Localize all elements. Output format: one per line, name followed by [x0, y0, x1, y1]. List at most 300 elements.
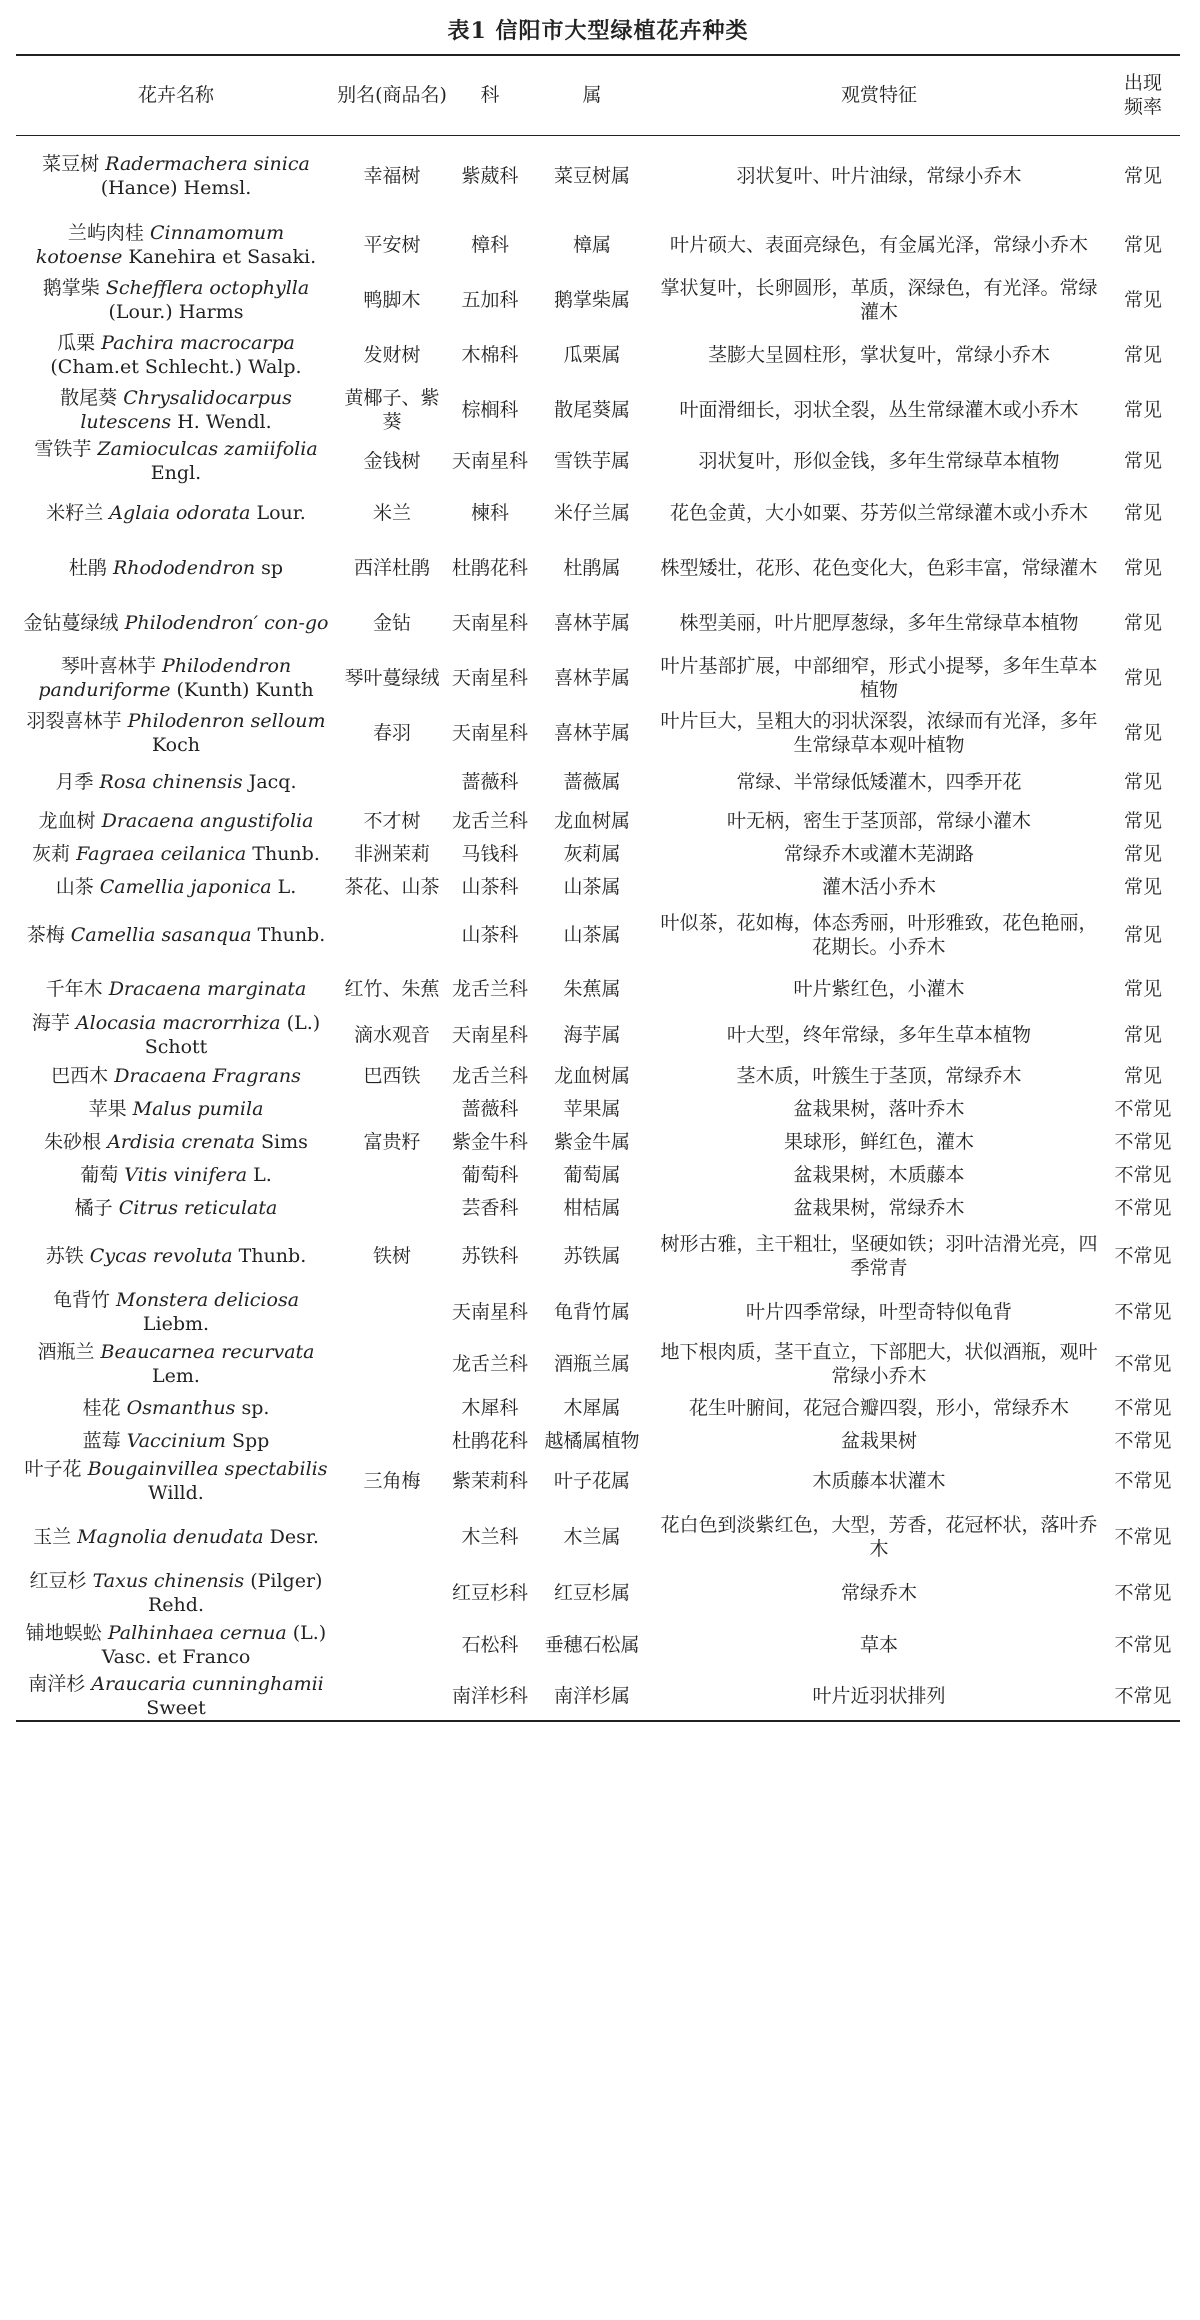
plant-name-cell	[16, 272, 336, 327]
feature-cell: 掌状复叶，长卵圆形，革质，深绿色，有光泽。常绿灌木	[660, 276, 1098, 323]
frequency-cell: 不常见	[1114, 1582, 1172, 1604]
plant-latin-name: Fagraea ceilanica	[76, 842, 247, 865]
plant-chinese-name: 金钻蔓绿绒	[23, 611, 119, 634]
family-cell: 红豆杉科	[452, 1582, 529, 1604]
feature-cell: 叶似茶，花如梅，体态秀丽，叶形雅致，花色艳丽，花期长。小乔木	[660, 912, 1098, 958]
feature-cell: 果球形，鲜红色，灌木	[783, 1130, 974, 1153]
genus-cell: 葡萄属	[563, 1163, 621, 1186]
plant-author: Sims	[260, 1130, 308, 1153]
family-cell: 南洋杉科	[452, 1685, 529, 1707]
frequency-cell: 常见	[1123, 771, 1162, 793]
family-cell: 棕榈科	[461, 398, 519, 421]
table-row	[16, 1092, 1180, 1125]
feature-cell: 花生叶腑间，花冠合瓣四裂，形小，常绿乔木	[688, 1396, 1069, 1419]
feature-cell: 盆栽果树，落叶乔木	[793, 1097, 965, 1120]
plant-latin-name: Philodenron selloum	[127, 709, 326, 732]
plant-author: Engl.	[150, 462, 202, 484]
alias-cell	[336, 1672, 448, 1721]
table-row	[16, 1191, 1180, 1224]
feature-cell: 叶片紫红色，小灌木	[793, 978, 965, 1000]
table-row	[16, 1336, 1180, 1391]
family-cell: 天南星科	[452, 1024, 529, 1046]
feature-cell: 花白色到淡紫红色，大型，芳香，花冠杯状，落叶乔木	[660, 1514, 1098, 1560]
feature-cell: 树形古雅，主干粗壮，坚硬如铁；羽叶洁滑光亮，四季常青	[660, 1233, 1098, 1279]
family-cell: 杜鹃花科	[452, 556, 529, 579]
plant-chinese-name: 南洋杉	[28, 1673, 86, 1695]
genus-cell: 灰莉属	[563, 842, 621, 865]
plant-author: Jacq.	[248, 771, 297, 793]
plant-author: Liebm.	[142, 1313, 210, 1335]
family-cell: 苏铁科	[461, 1245, 519, 1267]
header-frequency-line2: 频率	[1123, 96, 1162, 119]
table-row	[16, 217, 1180, 272]
table-row	[16, 1224, 1180, 1288]
alias-cell	[336, 1391, 448, 1424]
plant-name-cell	[16, 650, 336, 705]
genus-cell: 苹果属	[563, 1097, 621, 1120]
feature-cell: 地下根肉质，茎干直立，下部肥大，状似酒瓶，观叶常绿小乔木	[660, 1340, 1098, 1387]
table-row	[16, 1505, 1180, 1569]
plant-author: H. Wendl.	[177, 410, 272, 433]
plant-chinese-name: 叶子花	[24, 1458, 82, 1480]
feature-cell: 木质藤本状灌木	[812, 1470, 946, 1492]
plant-name-cell	[16, 135, 336, 217]
plant-name-cell	[16, 1158, 336, 1191]
family-cell: 葡萄科	[461, 1163, 519, 1186]
alias-cell	[336, 1569, 448, 1617]
alias-cell: 琴叶蔓绿绒	[344, 666, 440, 689]
plant-author: (Cham.et Schlecht.) Walp.	[50, 355, 302, 378]
plant-latin-name: Vitis vinifera	[124, 1163, 248, 1186]
plant-name-cell	[16, 327, 336, 382]
feature-cell: 叶面滑细长，羽状全裂，丛生常绿灌木或小乔木	[679, 398, 1079, 421]
feature-cell: 茎木质，叶簇生于茎顶，常绿乔木	[736, 1064, 1022, 1087]
genus-cell: 山茶属	[563, 924, 621, 946]
plant-latin-name: Dracaena Fragrans	[114, 1064, 301, 1087]
alias-cell	[336, 1424, 448, 1457]
plant-latin-name: Dracaena marginata	[108, 978, 307, 1000]
alias-cell: 西洋杜鹃	[353, 556, 430, 579]
alias-cell	[336, 1336, 448, 1391]
plant-name-cell	[16, 1224, 336, 1288]
feature-cell: 羽状复叶、叶片油绿，常绿小乔木	[736, 165, 1022, 188]
plant-name-cell	[16, 1672, 336, 1721]
family-cell: 天南星科	[452, 450, 529, 472]
plant-chinese-name: 菜豆树	[42, 153, 100, 176]
family-cell: 木棉科	[461, 343, 519, 366]
alias-cell	[336, 1092, 448, 1125]
plant-name-cell	[16, 595, 336, 650]
feature-cell: 茎膨大呈圆柱形，掌状复叶，常绿小乔木	[707, 343, 1050, 366]
plant-author: (Lour.) Harms	[108, 300, 244, 323]
alias-cell: 红竹、朱蕉	[344, 978, 440, 1000]
table-row	[16, 760, 1180, 804]
genus-cell: 酒瓶兰属	[553, 1352, 630, 1375]
plant-chinese-name: 杜鹃	[68, 556, 107, 579]
alias-cell: 金钱树	[363, 450, 421, 472]
table-row	[16, 1158, 1180, 1191]
plant-name-cell	[16, 540, 336, 595]
feature-cell: 羽状复叶，形似金钱，多年生常绿草本植物	[698, 450, 1060, 472]
feature-cell: 常绿乔木或灌木芜湖路	[783, 842, 974, 865]
feature-cell: 株型美丽，叶片肥厚葱绿，多年生常绿草本植物	[679, 611, 1079, 634]
genus-cell: 散尾葵属	[553, 398, 630, 421]
genus-cell: 木犀属	[563, 1396, 621, 1419]
frequency-cell: 不常见	[1114, 1396, 1172, 1419]
frequency-cell: 不常见	[1114, 1301, 1172, 1323]
genus-cell: 木兰属	[563, 1526, 621, 1548]
plant-author: Thunb.	[257, 924, 326, 946]
table-row	[16, 1059, 1180, 1092]
family-cell: 龙舌兰科	[452, 978, 529, 1000]
genus-cell: 蔷薇属	[563, 771, 621, 793]
genus-cell: 南洋杉属	[553, 1685, 630, 1707]
frequency-cell: 常见	[1123, 842, 1162, 865]
header-alias: 别名(商品名)	[336, 55, 448, 135]
feature-cell: 常绿乔木	[840, 1582, 917, 1604]
feature-cell: 盆栽果树	[840, 1429, 917, 1452]
plant-name-cell	[16, 705, 336, 760]
plant-latin-name: Beaucarnea recurvata	[100, 1340, 315, 1363]
frequency-cell: 常见	[1123, 165, 1162, 188]
alias-cell	[336, 1191, 448, 1224]
frequency-cell: 常见	[1123, 666, 1162, 689]
alias-cell: 幸福树	[363, 165, 421, 188]
genus-cell: 喜林芋属	[553, 666, 630, 689]
table-row	[16, 1569, 1180, 1617]
family-cell: 蔷薇科	[461, 771, 519, 793]
plant-chinese-name: 羽裂喜林芋	[26, 709, 122, 732]
frequency-cell: 常见	[1123, 721, 1162, 744]
plant-latin-name: Radermachera sinica	[105, 153, 310, 176]
table-row	[16, 327, 1180, 382]
family-cell: 天南星科	[452, 721, 529, 744]
plant-name-cell	[16, 1457, 336, 1505]
family-cell: 山茶科	[461, 875, 519, 898]
table-row	[16, 382, 1180, 437]
plant-latin-name: Philodendron′ con-go	[124, 611, 329, 634]
genus-cell: 米仔兰属	[553, 501, 630, 524]
alias-cell: 黄椰子、紫葵	[344, 386, 440, 433]
table-title: 表1 信阳市大型绿植花卉种类	[447, 18, 749, 44]
feature-cell: 叶片基部扩展，中部细窄，形式小提琴，多年生草本植物	[660, 654, 1098, 701]
genus-cell: 越橘属植物	[544, 1429, 640, 1452]
plant-latin-name: Osmanthus	[126, 1396, 236, 1419]
feature-cell: 灌木活小乔木	[821, 875, 936, 898]
table-row	[16, 1617, 1180, 1672]
plant-name-cell	[16, 217, 336, 272]
genus-cell: 喜林芋属	[553, 611, 630, 634]
plant-name-cell	[16, 1059, 336, 1092]
plant-latin-name: Pachira macrocarpa	[101, 331, 295, 354]
plant-name-cell	[16, 485, 336, 540]
genus-cell: 山茶属	[563, 875, 621, 898]
table-row	[16, 804, 1180, 837]
table-row	[16, 1011, 1180, 1059]
plant-name-cell	[16, 804, 336, 837]
alias-cell: 富贵籽	[363, 1130, 421, 1153]
frequency-cell: 不常见	[1114, 1097, 1172, 1120]
alias-cell	[336, 1505, 448, 1569]
genus-cell: 叶子花属	[553, 1470, 630, 1492]
frequency-cell: 不常见	[1114, 1633, 1172, 1656]
feature-cell: 叶片硕大、表面亮绿色，有金属光泽，常绿小乔木	[669, 233, 1088, 256]
frequency-cell: 常见	[1123, 809, 1162, 832]
feature-cell: 草本	[859, 1633, 898, 1656]
feature-cell: 常绿、半常绿低矮灌木，四季开花	[736, 771, 1022, 793]
genus-cell: 龙血树属	[553, 1064, 630, 1087]
plant-author: L.	[277, 875, 297, 898]
plant-latin-name: Taxus chinensis	[92, 1570, 245, 1592]
frequency-cell: 常见	[1123, 875, 1162, 898]
plant-author: Thunb.	[238, 1245, 307, 1267]
plant-latin-name: Philodendron panduriforme	[38, 654, 292, 701]
table-row	[16, 1391, 1180, 1424]
plant-latin-name: Alocasia macrorrhiza	[75, 1012, 281, 1034]
alias-cell: 金钻	[372, 611, 411, 634]
family-cell: 天南星科	[452, 611, 529, 634]
genus-cell: 柑桔属	[563, 1196, 621, 1219]
family-cell: 天南星科	[452, 666, 529, 689]
plant-author: Willd.	[148, 1482, 204, 1504]
plant-chinese-name: 红豆杉	[29, 1570, 87, 1592]
family-cell: 杜鹃花科	[452, 1429, 529, 1452]
table-row	[16, 1457, 1180, 1505]
frequency-cell: 不常见	[1114, 1526, 1172, 1548]
family-cell: 龙舌兰科	[452, 809, 529, 832]
genus-cell: 樟属	[572, 233, 611, 256]
plant-chinese-name: 朱砂根	[44, 1130, 102, 1153]
frequency-cell: 常见	[1123, 1064, 1162, 1087]
plant-chinese-name: 海芋	[31, 1012, 70, 1034]
table-row	[16, 1125, 1180, 1158]
plant-latin-name: Camellia sasanqua	[70, 924, 252, 946]
family-cell: 紫金牛科	[452, 1130, 529, 1153]
plant-chinese-name: 苹果	[88, 1097, 127, 1120]
plant-latin-name: Camellia japonica	[99, 875, 272, 898]
alias-cell: 米兰	[372, 501, 411, 524]
family-cell: 木犀科	[461, 1396, 519, 1419]
plant-author: (Pilger) Rehd.	[148, 1570, 323, 1616]
frequency-cell: 常见	[1123, 343, 1162, 366]
feature-cell: 盆栽果树，常绿乔木	[793, 1196, 965, 1219]
header-frequency-line1: 出现	[1123, 72, 1162, 95]
frequency-cell: 不常见	[1114, 1130, 1172, 1153]
table-row	[16, 272, 1180, 327]
header-feature: 观赏特征	[652, 55, 1106, 135]
alias-cell: 巴西铁	[363, 1064, 421, 1087]
plant-name-cell	[16, 1092, 336, 1125]
genus-cell: 喜林芋属	[553, 721, 630, 744]
table-body	[16, 135, 1180, 1721]
plant-latin-name: Citrus reticulata	[118, 1196, 278, 1219]
plant-author: Koch	[151, 733, 200, 756]
plant-author: (L.) Schott	[144, 1012, 321, 1058]
frequency-cell: 不常见	[1114, 1196, 1172, 1219]
table-row	[16, 705, 1180, 760]
plant-latin-name: Cycas revoluta	[89, 1245, 233, 1267]
family-cell: 马钱科	[461, 842, 519, 865]
plant-name-cell	[16, 1569, 336, 1617]
plant-chinese-name: 山茶	[55, 875, 94, 898]
table-row	[16, 1672, 1180, 1721]
genus-cell: 红豆杉属	[553, 1582, 630, 1604]
frequency-cell: 常见	[1123, 978, 1162, 1000]
plant-latin-name: Rhododendron	[112, 556, 256, 579]
plant-author: Desr.	[269, 1526, 319, 1548]
family-cell: 天南星科	[452, 1301, 529, 1323]
family-cell: 楝科	[470, 501, 509, 524]
frequency-cell: 常见	[1123, 611, 1162, 634]
plant-latin-name: Chrysalidocarpus lutescens	[80, 386, 292, 433]
frequency-cell: 不常见	[1114, 1245, 1172, 1267]
frequency-cell: 常见	[1123, 398, 1162, 421]
family-cell: 紫葳科	[461, 165, 519, 188]
plant-latin-name: Schefflera octophylla	[105, 276, 310, 299]
plant-chinese-name: 鹅掌柴	[42, 276, 100, 299]
plant-name-cell	[16, 760, 336, 804]
feature-cell: 叶片四季常绿，叶型奇特似龟背	[745, 1301, 1012, 1323]
plant-name-cell	[16, 1424, 336, 1457]
alias-cell: 滴水观音	[353, 1024, 430, 1046]
genus-cell: 龙血树属	[553, 809, 630, 832]
plant-latin-name: Aglaia odorata	[109, 501, 251, 524]
plant-chinese-name: 千年木	[45, 978, 103, 1000]
header-frequency	[1106, 55, 1180, 135]
family-cell: 木兰科	[461, 1526, 519, 1548]
family-cell: 龙舌兰科	[452, 1352, 529, 1375]
plant-chinese-name: 月季	[55, 771, 94, 793]
table-row	[16, 870, 1180, 903]
plant-chinese-name: 酒瓶兰	[37, 1340, 95, 1363]
header-family: 科	[448, 55, 532, 135]
plant-chinese-name: 龟背竹	[52, 1289, 110, 1311]
plant-author: (L.) Vasc. et Franco	[101, 1621, 327, 1668]
plant-name-cell	[16, 1125, 336, 1158]
plant-chinese-name: 葡萄	[80, 1163, 119, 1186]
alias-cell	[336, 1617, 448, 1672]
plant-latin-name: Bougainvillea spectabilis	[87, 1458, 328, 1480]
feature-cell: 株型矮壮，花形、花色变化大，色彩丰富，常绿灌木	[660, 556, 1098, 579]
plant-name-cell	[16, 437, 336, 485]
plant-chinese-name: 兰屿肉桂	[67, 221, 144, 244]
frequency-cell: 常见	[1123, 501, 1162, 524]
table-row	[16, 485, 1180, 540]
feature-cell: 叶片巨大，呈粗大的羽状深裂，浓绿而有光泽，多年生常绿草本观叶植物	[660, 709, 1098, 756]
alias-cell: 非洲茉莉	[353, 842, 430, 865]
plant-latin-name: Zamioculcas zamiifolia	[97, 438, 318, 460]
plant-chinese-name: 灰莉	[32, 842, 71, 865]
alias-cell	[336, 903, 448, 967]
plant-table	[16, 54, 1180, 1722]
genus-cell: 鹅掌柴属	[553, 288, 630, 311]
plant-author: Lem.	[152, 1364, 200, 1387]
plant-name-cell	[16, 1011, 336, 1059]
frequency-cell: 常见	[1123, 924, 1162, 946]
table-header-row	[16, 55, 1180, 135]
plant-author: Thunb.	[252, 842, 320, 865]
plant-author: Sweet	[146, 1697, 206, 1719]
genus-cell: 雪铁芋属	[553, 450, 630, 472]
plant-chinese-name: 瓜栗	[57, 331, 96, 354]
plant-latin-name: Vaccinium	[126, 1429, 226, 1452]
family-cell: 五加科	[461, 288, 519, 311]
alias-cell: 鸭脚木	[363, 288, 421, 311]
plant-author: Lour.	[256, 501, 306, 524]
alias-cell: 发财树	[363, 343, 421, 366]
feature-cell: 盆栽果树，木质藤本	[793, 1163, 965, 1186]
plant-chinese-name: 苏铁	[45, 1245, 84, 1267]
alias-cell	[336, 1158, 448, 1191]
plant-author: sp	[261, 556, 284, 579]
genus-cell: 苏铁属	[563, 1245, 621, 1267]
frequency-cell: 常见	[1123, 288, 1162, 311]
family-cell: 山茶科	[461, 924, 519, 946]
table-row	[16, 967, 1180, 1011]
frequency-cell: 常见	[1123, 233, 1162, 256]
plant-chinese-name: 玉兰	[33, 1526, 72, 1548]
feature-cell: 花色金黄，大小如粟、芬芳似兰常绿灌木或小乔木	[669, 501, 1088, 524]
plant-latin-name: Malus pumila	[132, 1097, 264, 1120]
frequency-cell: 不常见	[1114, 1429, 1172, 1452]
plant-latin-name: Ardisia crenata	[107, 1130, 255, 1153]
plant-name-cell	[16, 967, 336, 1011]
alias-cell: 春羽	[372, 721, 411, 744]
alias-cell: 平安树	[363, 233, 421, 256]
plant-chinese-name: 雪铁芋	[34, 438, 92, 460]
frequency-cell: 不常见	[1114, 1470, 1172, 1492]
alias-cell	[336, 760, 448, 804]
plant-chinese-name: 蓝莓	[82, 1429, 121, 1452]
family-cell: 紫茉莉科	[452, 1470, 529, 1492]
genus-cell: 垂穗石松属	[544, 1633, 640, 1656]
genus-cell: 杜鹃属	[563, 556, 621, 579]
plant-author: L.	[253, 1163, 272, 1186]
plant-author: (Kunth) Kunth	[176, 678, 314, 701]
plant-latin-name: Rosa chinensis	[99, 771, 243, 793]
family-cell: 蔷薇科	[461, 1097, 519, 1120]
family-cell: 龙舌兰科	[452, 1064, 529, 1087]
plant-name-cell	[16, 1191, 336, 1224]
feature-cell: 叶片近羽状排列	[812, 1685, 946, 1707]
plant-chinese-name: 米籽兰	[46, 501, 104, 524]
plant-latin-name: Palhinhaea cernua	[107, 1621, 287, 1644]
table-row	[16, 540, 1180, 595]
frequency-cell: 常见	[1123, 556, 1162, 579]
plant-chinese-name: 茶梅	[26, 924, 65, 946]
table-row	[16, 1288, 1180, 1336]
plant-latin-name: Magnolia denudata	[77, 1526, 264, 1548]
table-row	[16, 903, 1180, 967]
genus-cell: 瓜栗属	[563, 343, 621, 366]
table-row	[16, 437, 1180, 485]
alias-cell: 茶花、山茶	[344, 875, 440, 898]
plant-name-cell	[16, 1391, 336, 1424]
plant-chinese-name: 橘子	[74, 1196, 113, 1219]
plant-name-cell	[16, 837, 336, 870]
plant-chinese-name: 龙血树	[38, 809, 96, 832]
genus-cell: 紫金牛属	[553, 1130, 630, 1153]
feature-cell: 叶大型，终年常绿，多年生草本植物	[726, 1024, 1031, 1046]
genus-cell: 朱蕉属	[563, 978, 621, 1000]
plant-author: Kanehira et Sasaki.	[128, 245, 317, 268]
plant-chinese-name: 铺地蜈蚣	[25, 1621, 102, 1644]
alias-cell: 三角梅	[363, 1470, 421, 1492]
table-row	[16, 837, 1180, 870]
table-row	[16, 1424, 1180, 1457]
frequency-cell: 不常见	[1114, 1685, 1172, 1707]
plant-latin-name: Araucaria cunninghamii	[91, 1673, 324, 1695]
